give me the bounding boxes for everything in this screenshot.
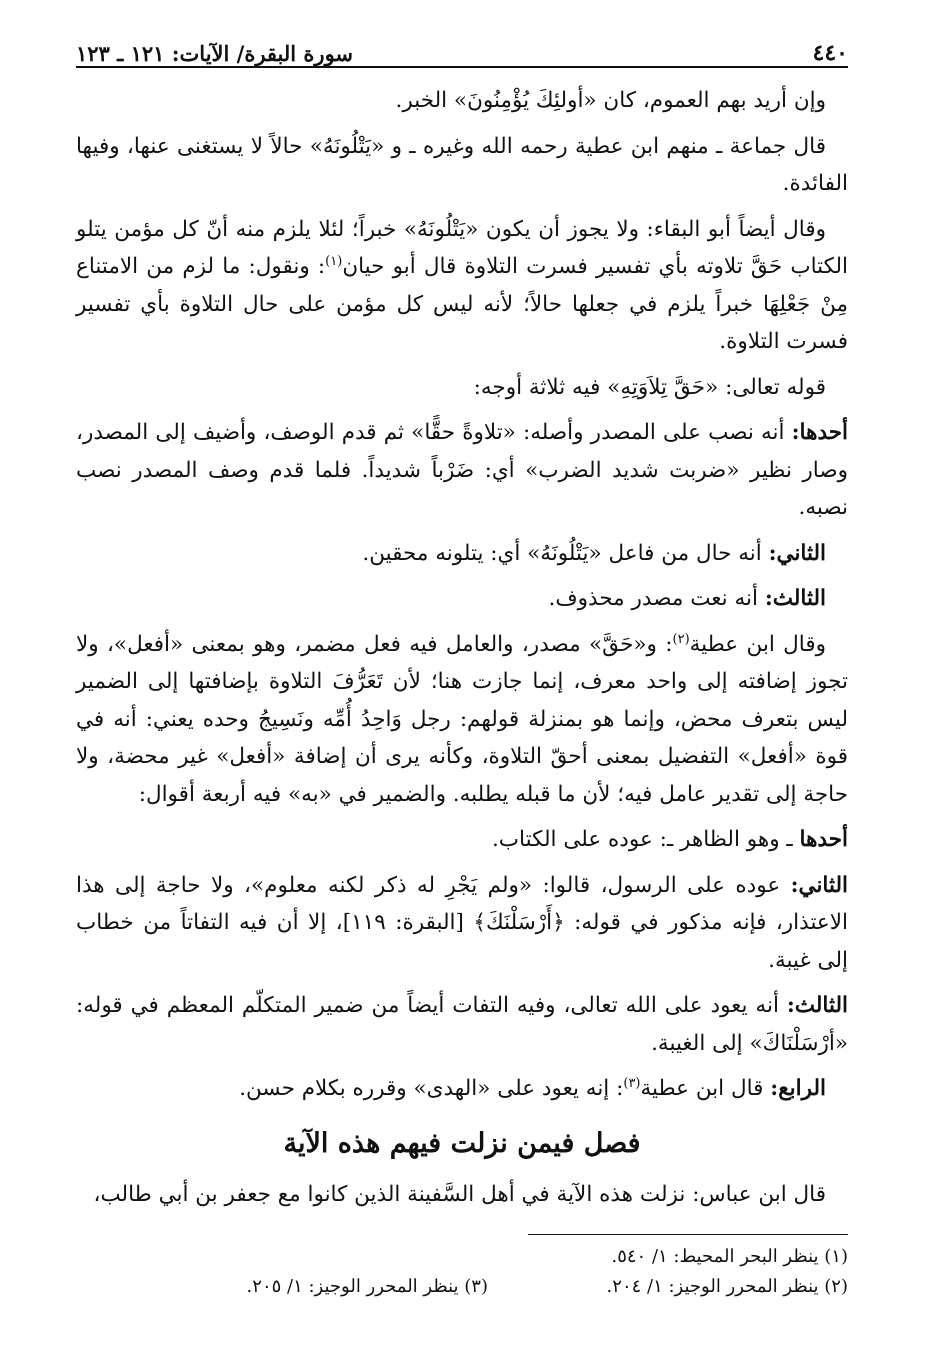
footnote-divider <box>528 1234 848 1235</box>
footnote: (٣) ينظر المحرر الوجيز: ١/ ٢٠٥. <box>246 1276 488 1297</box>
paragraph-text: : ونقول: ما لزم من الامتناع مِنْ جَعْلِهَا خبراً يلزم في جعلها حالاً؛ لأنه ليس كل مؤمن على حال التلاوة بأي تفسير فسرت التلاوة. <box>76 254 848 354</box>
paragraph-text: عوده على الرسول، قالوا: «ولم يَجْرِ له ذكر لكنه معلوم»، ولا حاجة إلى هذا الاعتذار، فإنه مذكور في قوله: ﴿أَرْسَلْنَكَ﴾ [البقرة: ١١٩]، إلا أن فيه التفاتاً من خطاب إلى غيبة. <box>76 872 848 973</box>
lead-word: الثاني: <box>768 540 826 566</box>
page-header <box>76 30 848 68</box>
paragraph <box>76 987 848 1062</box>
footnote-ref: (٢) <box>672 631 690 647</box>
book-page <box>76 30 848 1350</box>
paragraph-text: قال ابن عطية <box>640 1076 771 1101</box>
footnote: (٢) ينظر المحرر الوجيز: ١/ ٢٠٤. <box>606 1276 848 1297</box>
footnote-ref: (٣) <box>623 1075 641 1091</box>
running-title: سورة البقرة/ الآيات: ١٢١ ـ ١٢٣ <box>76 41 354 66</box>
paragraph-text: أنه نعت مصدر محذوف. <box>548 586 765 611</box>
footnote-row <box>76 1272 848 1302</box>
paragraph <box>76 211 848 361</box>
lead-word: الرابع: <box>770 1076 826 1101</box>
paragraph <box>76 414 848 527</box>
section-heading: فصل فيمن نزلت فيهم هذه الآية <box>283 1127 641 1159</box>
paragraph-text: أنه نصب على المصدر وأصله: «تلاوةً حقًّا» ثم قدم الوصف، وأضيف إلى المصدر، وصار نظير «ضربت شديد الضرب» أي: ضَرْباً شديداً. فلما قدم وصف المصدر نصب نصبه. <box>76 420 848 520</box>
lead-word: الثالث: <box>786 993 848 1018</box>
footnote-ref: (١) <box>325 253 343 269</box>
paragraph-text: وقال ابن عطية <box>689 631 826 657</box>
lead-word: أحدها <box>799 827 848 852</box>
lead-word: أحدها: <box>791 420 848 445</box>
paragraph-text: قال جماعة ـ منهم ابن عطية رحمه الله وغيره ـ و «يَتْلُونَهُ» حالاً لا يستغنى عنها، وفيها الفائدة. <box>76 133 848 196</box>
paragraph-text: وإن أريد بهم العموم، كان «أولئِكَ يُؤْمِنُونَ» الخبر. <box>395 88 826 113</box>
paragraph <box>76 1070 848 1108</box>
paragraph-text: : إنه يعود على «الهدى» وقرره بكلام حسن. <box>239 1076 624 1101</box>
paragraph <box>76 82 848 120</box>
paragraph-text: وقال أيضاً أبو البقاء: ولا يجوز أن يكون «يَتْلُونَهُ» خبراً؛ لئلا يلزم منه أنّ كل مؤمن يتلو الكتاب حَقَّ تلاوته بأي تفسير فسرت التلاوة قال أبو حيان <box>76 216 849 279</box>
paragraph <box>76 821 848 859</box>
paragraph-text: ـ وهو الظاهر ـ: عوده على الكتاب. <box>491 827 800 852</box>
lead-word: الثالث: <box>764 586 826 611</box>
page-number: ٤٤٠ <box>812 40 848 66</box>
paragraph <box>76 867 848 980</box>
paragraph-text: قوله تعالى: «حَقَّ تِلاَوَتِهِ» فيه ثلاثة أوجه: <box>473 374 826 400</box>
lead-word: الثاني: <box>790 872 848 898</box>
paragraph-text: قال ابن عباس: نزلت هذه الآية في أهل السَّفينة الذين كانوا مع جعفر بن أبي طالب، <box>93 1181 826 1207</box>
main-text <box>76 82 848 1213</box>
paragraph <box>76 535 848 573</box>
footnote: (١) ينظر البحر المحيط: ١/ ٥٤٠. <box>611 1246 848 1267</box>
paragraph <box>76 580 848 618</box>
paragraph-text: أنه حال من فاعل «يَتْلُونَهُ» أي: يتلونه محقين. <box>362 540 769 566</box>
footnotes <box>76 1242 848 1302</box>
paragraph <box>76 1176 848 1214</box>
paragraph <box>76 128 848 203</box>
paragraph <box>76 626 848 814</box>
paragraph-text: أنه يعود على الله تعالى، وفيه التفات أيضاً من ضمير المتكلّم المعظم في قوله: «أرْسَلْنَاكَ» إلى الغيبة. <box>76 993 848 1056</box>
paragraph <box>76 369 848 407</box>
paragraph-text: : و«حَقَّ» مصدر، والعامل فيه فعل مضمر، وهو بمعنى «أفعل»، ولا تجوز إضافته إلى واحد معرف، إنما جازت هنا؛ لأن تَعَرُّفَ التلاوة بإضافتها إلى الضمير ليس بتعرف محض، وإنما هو بمنزلة قولهم: رجل وَاحِدُ أُمِّه ونَسِيجُ وحده يعني: أنه في قوة «أفعل» التفضيل بمعنى أحقّ التلاوة، وكأنه يرى أن إضافة «أفعل» غير محضة، ولا حاجة إلى تقدير عامل فيه؛ لأن ما قبله يطلبه. والضمير في «به» فيه أربعة أقوال: <box>76 631 848 807</box>
